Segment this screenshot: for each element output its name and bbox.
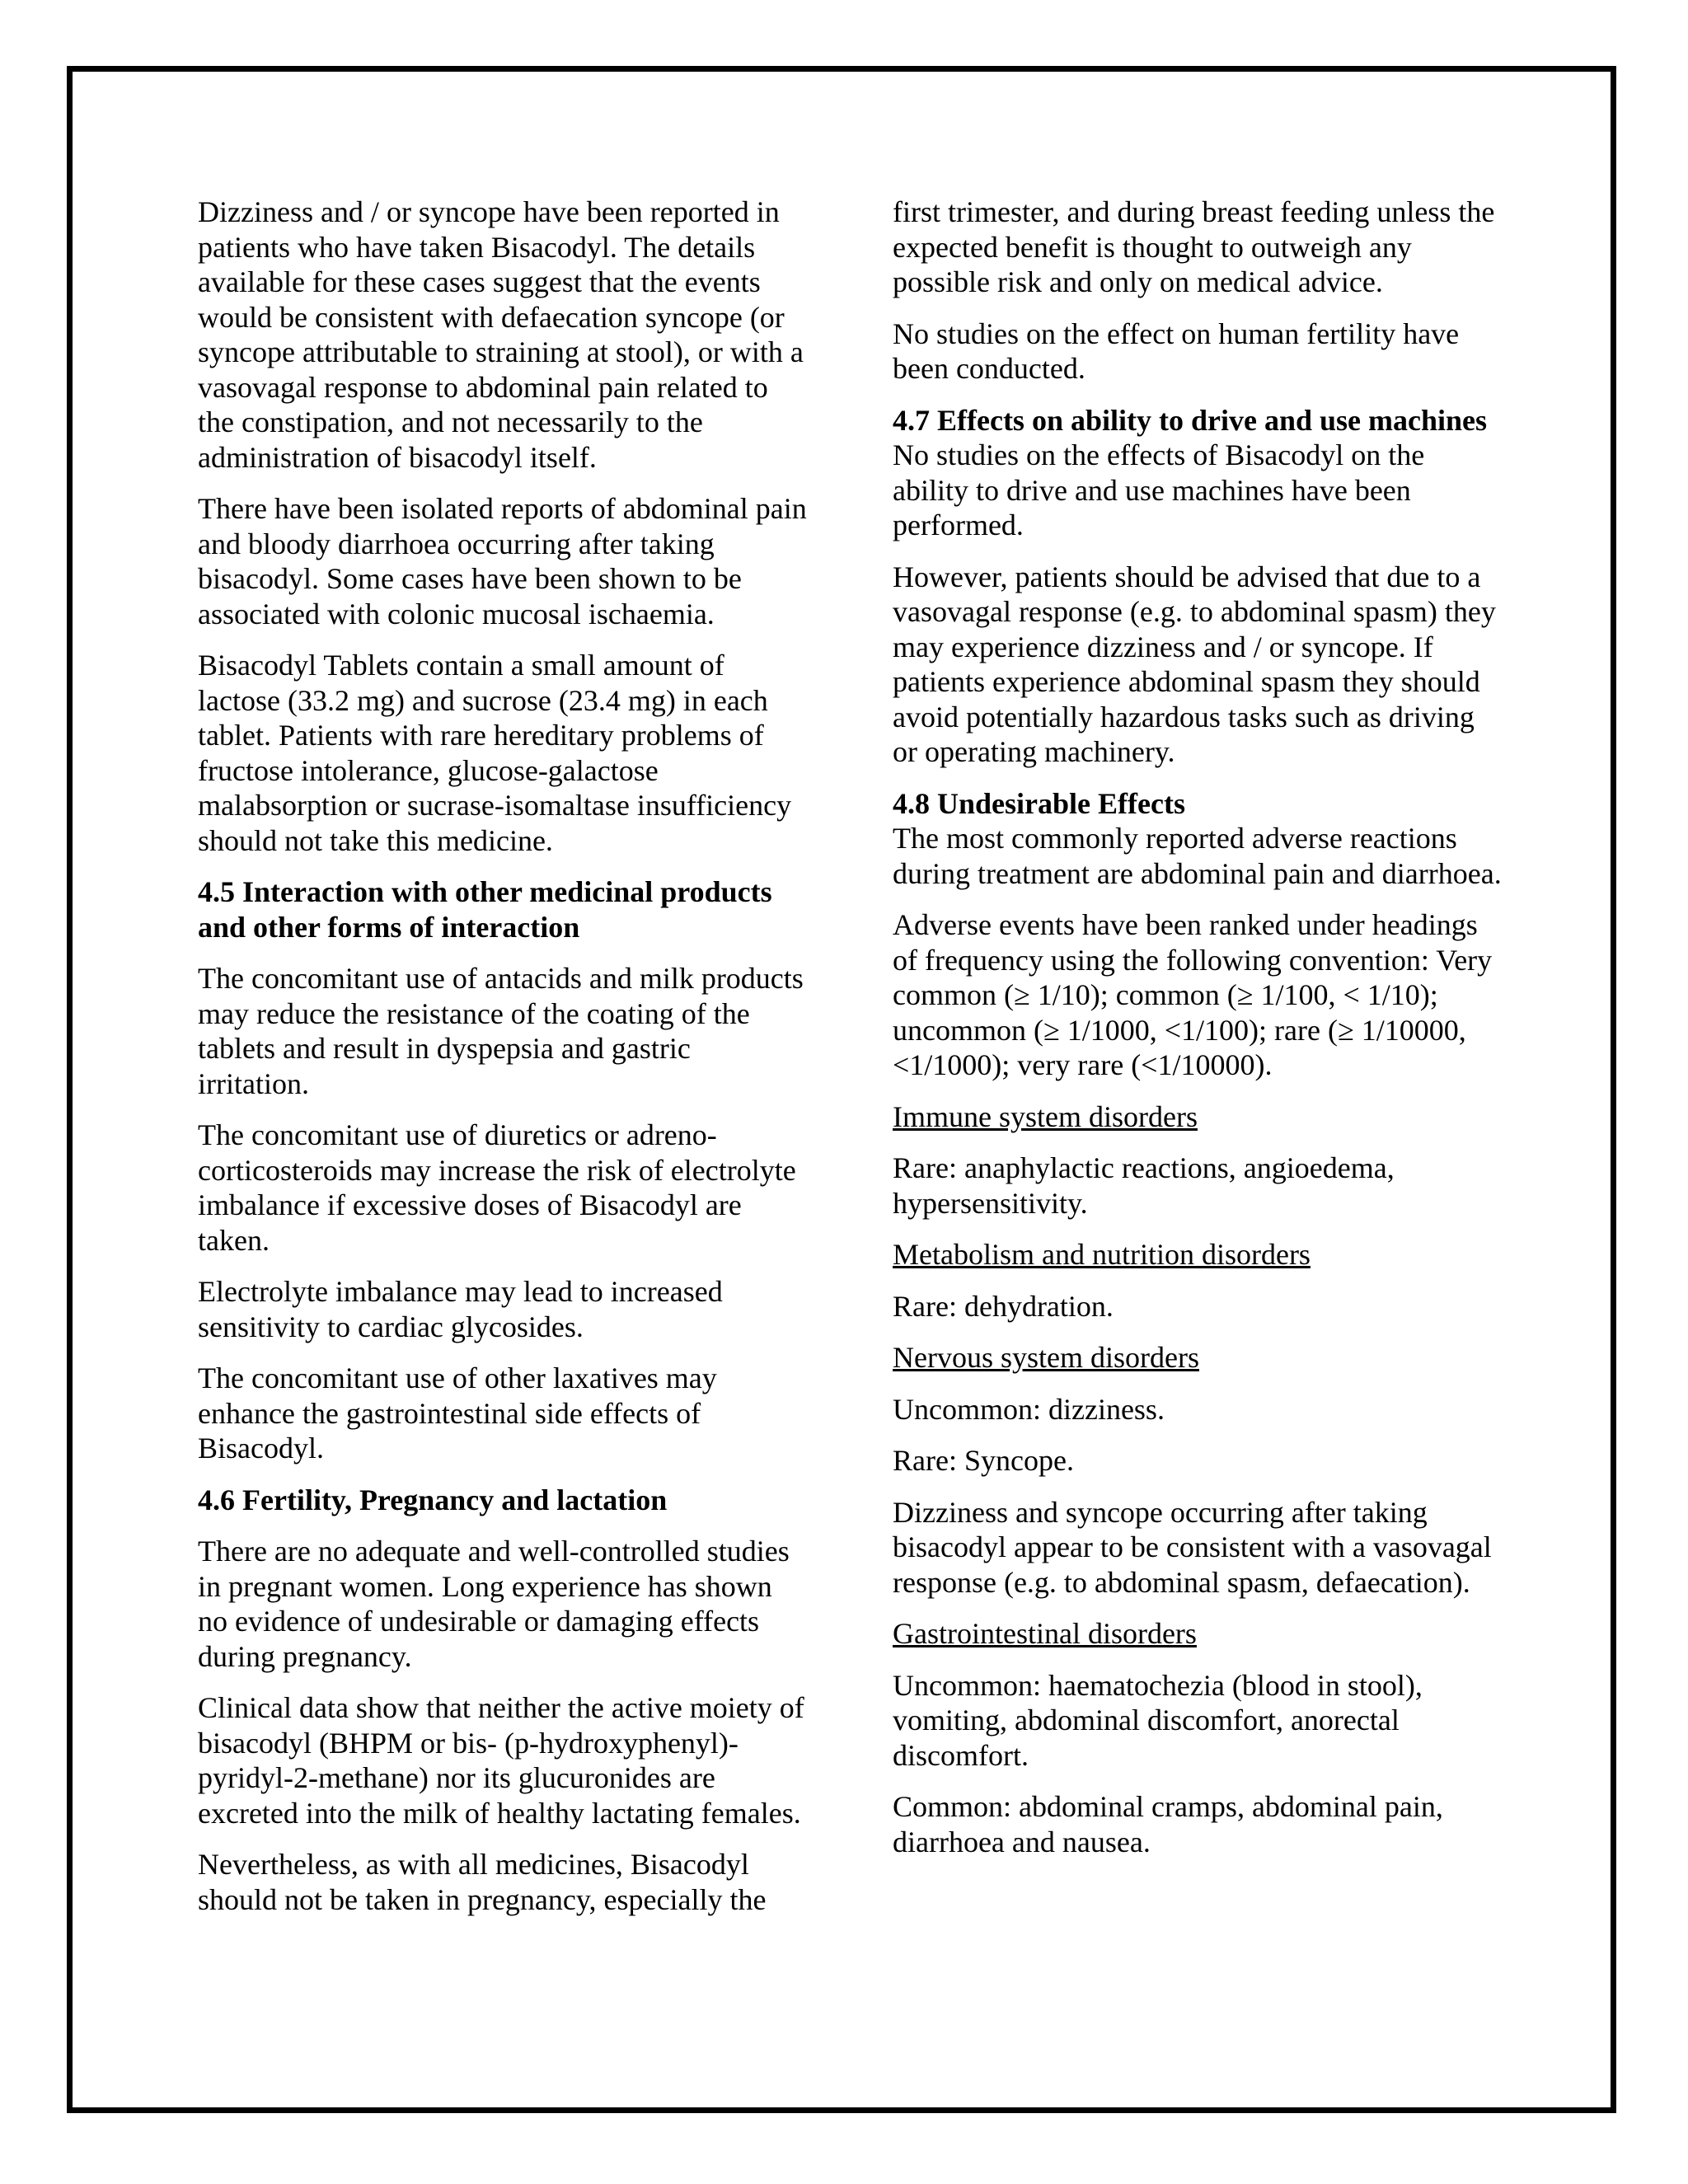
heading-4-8-undesirable-effects: 4.8 Undesirable Effects (893, 786, 1185, 820)
paragraph-ischaemia-reports: There have been isolated reports of abdominal pain and bloody diarrhoea occurring after taking bisacodyl. Some cases have been shown to be associated with colonic mucosal ischaemia. (198, 492, 807, 630)
paragraph-metabolism-effects: Rare: dehydration. (893, 1289, 1114, 1323)
heading-4-6-fertility: 4.6 Fertility, Pregnancy and lactation (198, 1483, 668, 1516)
paragraph-common-reactions: The most commonly reported adverse reactions during treatment are abdominal pain and diarrhoea. (893, 822, 1502, 890)
left-column (198, 194, 808, 1933)
subheading-nervous-system: Nervous system disorders (893, 1341, 1199, 1374)
paragraph-electrolyte: Electrolyte imbalance may lead to increased sensitivity to cardiac glycosides. (198, 1275, 723, 1343)
subheading-metabolism: Metabolism and nutrition disorders (893, 1238, 1311, 1271)
paragraph-gi-uncommon: Uncommon: haematochezia (blood in stool), vomiting, abdominal discomfort, anorectal discomfort. (893, 1668, 1423, 1772)
paragraph-laxatives: The concomitant use of other laxatives may enhance the gastrointestinal side effects of Bisacodyl. (198, 1361, 717, 1465)
paragraph-frequency-convention: Adverse events have been ranked under headings of frequency using the following convention: Very common (≥ 1/10); common (≥ 1/100, < 1/10); uncommon (≥ 1/1000, <1/100); rare (≥ 1/10000, <1/1000); very rare (<1/10000). (893, 908, 1493, 1081)
paragraph-fertility-studies: No studies on the effect on human fertility have been conducted. (893, 316, 1460, 385)
heading-4-5-interactions: 4.5 Interaction with other medicinal products and other forms of interaction (198, 875, 772, 944)
paragraph-antacids: The concomitant use of antacids and milk products may reduce the resistance of the coating of the tablets and result in dyspepsia and gastric irritation. (198, 962, 804, 1100)
subheading-immune-system: Immune system disorders (893, 1099, 1198, 1133)
paragraph-driving-advice: However, patients should be advised that due to a vasovagal response (e.g. to abdominal spasm) they may experience dizziness and / or syncope. If patients experience abdominal spasm they should avoid potentially hazardous tasks such as driving or operating machinery. (893, 560, 1496, 768)
paragraph-nervous-rare: Rare: Syncope. (893, 1444, 1074, 1477)
paragraph-dizziness-syncope: Dizziness and syncope occurring after taking bisacodyl appear to be consistent with a vasovagal response (e.g. to abdominal spasm, defaecation). (893, 1495, 1492, 1599)
right-column (893, 194, 1503, 1876)
heading-4-7-driving: 4.7 Effects on ability to drive and use machines (893, 403, 1488, 437)
paragraph-driving-studies: No studies on the effects of Bisacodyl on the ability to drive and use machines have been performed. (893, 438, 1425, 541)
paragraph-excipients: Bisacodyl Tablets contain a small amount of lactose (33.2 mg) and sucrose (23.4 mg) in each tablet. Patients with rare hereditary problems of fructose intolerance, glucose-galactose malabsorption or sucrase-isomaltase insufficiency should not take this medicine. (198, 649, 792, 857)
paragraph-pregnancy-caution: Nevertheless, as with all medicines, Bisacodyl should not be taken in pregnancy, especially the (198, 1848, 767, 1916)
paragraph-breast-feeding: first trimester, and during breast feeding unless the expected benefit is thought to outweigh any possible risk and only on medical advice. (893, 195, 1495, 298)
paragraph-lactation-data: Clinical data show that neither the active moiety of bisacodyl (BHPM or bis- (p-hydroxyphenyl)-pyridyl-2-methane) nor its glucuronides are excreted into the milk of healthy lactating females. (198, 1691, 804, 1830)
paragraph-diuretics: The concomitant use of diuretics or adreno-corticosteroids may increase the risk of electrolyte imbalance if excessive doses of Bisacodyl are taken. (198, 1118, 796, 1257)
subheading-gastrointestinal: Gastrointestinal disorders (893, 1617, 1197, 1650)
paragraph-nervous-uncommon: Uncommon: dizziness. (893, 1392, 1165, 1426)
paragraph-gi-common: Common: abdominal cramps, abdominal pain, diarrhoea and nausea. (893, 1790, 1443, 1858)
paragraph-pregnancy-studies: There are no adequate and well-controlled studies in pregnant women. Long experience has shown no evidence of undesirable or damaging effects during pregnancy. (198, 1535, 790, 1673)
paragraph-immune-effects: Rare: anaphylactic reactions, angioedema, hypersensitivity. (893, 1151, 1395, 1220)
paragraph-syncope-reports: Dizziness and / or syncope have been reported in patients who have taken Bisacodyl. The details available for these cases suggest that the events would be consistent with defaecation syncope (or syncope attributable to straining at stool), or with a vasovagal response to abdominal pain related to the constipation, and not necessarily to the administration of bisacodyl itself. (198, 195, 804, 474)
